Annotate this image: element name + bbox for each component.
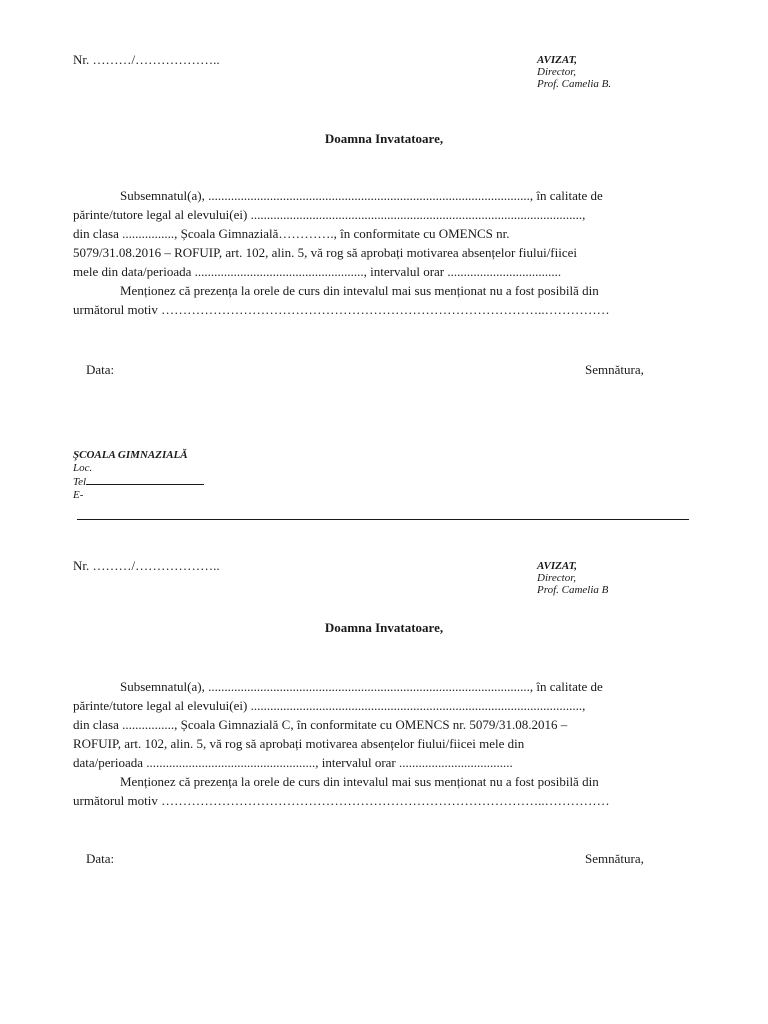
request-line: din clasa ................, Școala Gimnazială…………., în conformitate cu OMENCS nr.: [73, 226, 510, 241]
request-line: părinte/tutore legal al elevului(ei) ......................................................................................................,: [73, 207, 586, 222]
request-line: 5079/31.08.2016 – ROFUIP, art. 102, alin. 5, vă rog să aprobați motivarea absențelor fiului/fiicei: [73, 245, 578, 260]
registration-number: Nr. ………/………………..: [73, 558, 220, 573]
school-info: [73, 449, 204, 502]
cut-divider-line: [77, 519, 689, 520]
reason-line: următorul motiv ……………………………………………………………………………..……………: [73, 793, 610, 808]
director-label: Director,: [537, 572, 577, 584]
request-line: Subsemnatul(a), ..................................................................................................., în calitate de: [120, 679, 603, 694]
request-paragraph: [73, 186, 696, 319]
approval-block: [537, 560, 608, 596]
date-label: Data:: [86, 851, 115, 866]
approval-label: AVIZAT,: [537, 560, 578, 572]
phone-blank-line: [86, 475, 204, 485]
request-line: din clasa ................, Școala Gimnazială C, în conformitate cu OMENCS nr. 5079/31.08.2016 –: [73, 717, 568, 732]
salutation-title: Doamna Invatatoare,: [324, 131, 444, 146]
request-paragraph: [73, 677, 696, 810]
school-phone: [73, 475, 204, 489]
phone-label: Tel: [73, 476, 87, 488]
director-name: Prof. Camelia B.: [537, 78, 612, 90]
request-line: ROFUIP, art. 102, alin. 5, vă rog să aprobați motivarea absențelor fiului/fiicei mele din: [73, 736, 525, 751]
school-email: E-: [73, 489, 84, 501]
date-label: Data:: [86, 362, 115, 377]
salutation-title: Doamna Invatatoare,: [324, 620, 444, 635]
request-line: Subsemnatul(a), ..................................................................................................., în calitate de: [120, 188, 603, 203]
school-name: ŞCOALA GIMNAZIALĂ: [73, 449, 188, 461]
director-label: Director,: [537, 66, 577, 78]
approval-label: AVIZAT,: [537, 54, 578, 66]
signature-label: Semnătura,: [585, 362, 644, 377]
approval-block: [537, 54, 611, 90]
reason-line: Menționez că prezența la orele de curs din intevalul mai sus menționat nu a fost posibilă din: [120, 774, 599, 789]
signature-label: Semnătura,: [585, 851, 644, 866]
request-line: mele din data/perioada ...................................................., intervalul orar ...................................: [73, 264, 562, 279]
registration-number: Nr. ………/………………..: [73, 52, 220, 67]
director-name: Prof. Camelia B: [537, 584, 609, 596]
request-line: părinte/tutore legal al elevului(ei) ......................................................................................................,: [73, 698, 586, 713]
school-location: Loc.: [73, 462, 93, 474]
reason-line: următorul motiv ……………………………………………………………………………..……………: [73, 302, 610, 317]
reason-line: Menționez că prezența la orele de curs din intevalul mai sus menționat nu a fost posibilă din: [120, 283, 599, 298]
request-line: data/perioada ...................................................., intervalul orar ...................................: [73, 755, 513, 770]
